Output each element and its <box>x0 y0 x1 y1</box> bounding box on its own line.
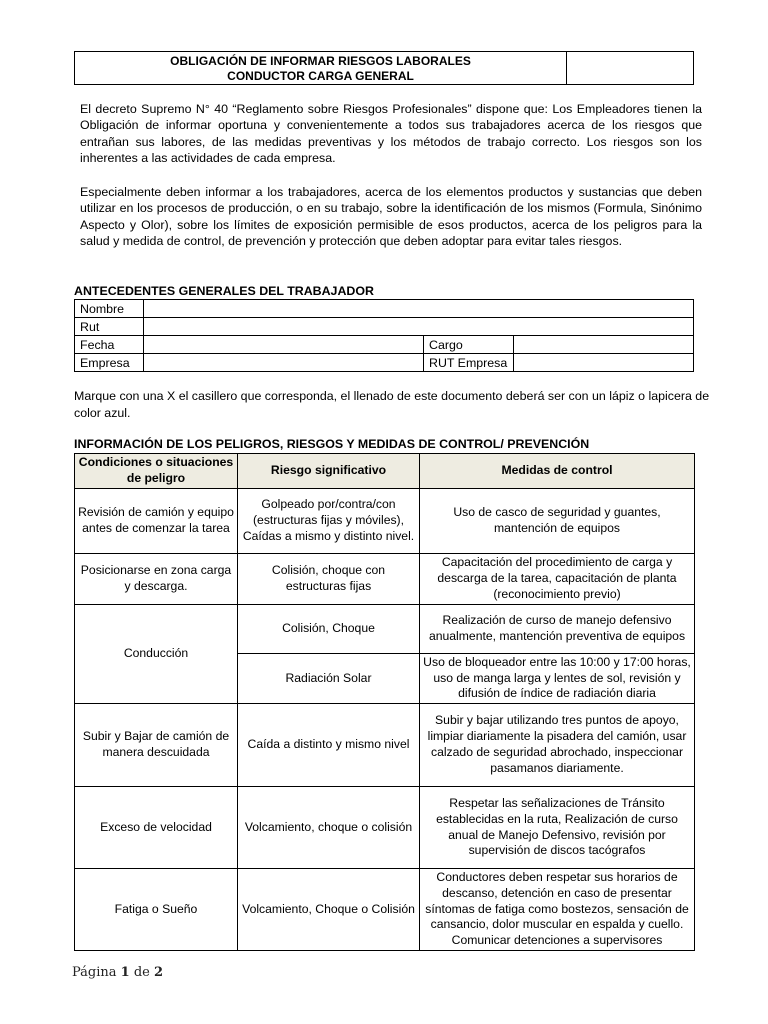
worker-info-table <box>74 299 694 372</box>
empresa-field[interactable] <box>144 354 424 372</box>
table-row <box>75 354 694 372</box>
rut-field[interactable] <box>144 318 694 336</box>
worker-section-heading: ANTECEDENTES GENERALES DEL TRABAJADOR <box>74 284 374 298</box>
risk-cell: Colisión, Choque <box>238 605 420 654</box>
rut-empresa-field[interactable] <box>514 354 694 372</box>
page-label: Página <box>72 965 117 980</box>
control-cell: Subir y bajar utilizando tres puntos de apoyo, limpiar diariamente la pisadera del camión, usar calzado de seguridad abrochado, inspeccionar pasamanos diariamente. <box>420 704 695 787</box>
total-pages-number: 2 <box>154 965 164 980</box>
table-row <box>75 336 694 354</box>
control-cell: Uso de casco de seguridad y guantes, mantención de equipos <box>420 489 695 554</box>
column-header-condition: Condiciones o situaciones de peligro <box>75 454 238 489</box>
current-page-number: 1 <box>120 965 130 980</box>
control-cell: Capacitación del procedimiento de carga y descarga de la tarea, capacitación de planta (reconocimiento previo) <box>420 554 695 605</box>
document-header <box>74 51 694 85</box>
risk-cell: Golpeado por/contra/con (estructuras fijas y móviles), Caídas a mismo y distinto nivel. <box>238 489 420 554</box>
hazards-table <box>74 453 695 951</box>
table-header-row <box>75 454 695 489</box>
document-title <box>75 52 567 84</box>
header-blank-cell <box>567 52 693 84</box>
condition-cell: Subir y Bajar de camión de manera descuidada <box>75 704 238 787</box>
column-header-control: Medidas de control <box>420 454 695 489</box>
table-row <box>75 318 694 336</box>
risk-cell: Radiación Solar <box>238 654 420 704</box>
table-row <box>75 704 695 787</box>
empresa-label: Empresa <box>75 354 144 372</box>
page-footer <box>72 965 163 980</box>
table-row <box>75 554 695 605</box>
table-row <box>75 787 695 869</box>
instruction-text: Marque con una X el casillero que corresponda, el llenado de este documento deberá ser con un lápiz o lapicera de color azul. <box>74 389 710 420</box>
cargo-label: Cargo <box>424 336 514 354</box>
condition-cell: Exceso de velocidad <box>75 787 238 869</box>
table-row <box>75 869 695 951</box>
condition-cell: Fatiga o Sueño <box>75 869 238 951</box>
risk-cell: Colisión, choque con estructuras fijas <box>238 554 420 605</box>
condition-cell: Posicionarse en zona carga y descarga. <box>75 554 238 605</box>
control-cell: Conductores deben respetar sus horarios de descanso, detención en caso de presentar síntomas de fatiga como bostezos, sensación de cansancio, dolor muscular en espalda y cuello. Comunicar detenciones a supervisores <box>420 869 695 951</box>
column-header-risk: Riesgo significativo <box>238 454 420 489</box>
fecha-label: Fecha <box>75 336 144 354</box>
intro-paragraph-1: El decreto Supremo N° 40 “Reglamento sobre Riesgos Profesionales” dispone que: Los Empleadores tienen la Obligación de informar oportuna y convenientemente a todos sus trabajadores acerca de los riesgos que entrañan sus labores, de las medidas preventivas y los métodos de trabajo correcto. Los riesgos son los inherentes a las actividades de cada empresa. <box>80 102 702 165</box>
title-line-1: OBLIGACIÓN DE INFORMAR RIESGOS LABORALES <box>170 54 471 68</box>
condition-cell: Revisión de camión y equipo antes de comenzar la tarea <box>75 489 238 554</box>
nombre-field[interactable] <box>144 300 694 318</box>
table-row <box>75 489 695 554</box>
nombre-label: Nombre <box>75 300 144 318</box>
control-cell: Respetar las señalizaciones de Tránsito establecidas en la ruta, Realización de curso anual de Manejo Defensivo, revisión por supervisión de discos tacógrafos <box>420 787 695 869</box>
table-row <box>75 605 695 654</box>
risk-cell: Volcamiento, choque o colisión <box>238 787 420 869</box>
risk-cell: Volcamiento, Choque o Colisión <box>238 869 420 951</box>
table-row <box>75 300 694 318</box>
control-cell: Realización de curso de manejo defensivo anualmente, mantención preventiva de equipos <box>420 605 695 654</box>
hazards-section-heading: INFORMACIÓN DE LOS PELIGROS, RIESGOS Y MEDIDAS DE CONTROL/ PREVENCIÓN <box>74 437 590 451</box>
intro-paragraph-2: Especialmente deben informar a los trabajadores, acerca de los elementos productos y sustancias que deben utilizar en los procesos de producción, o en su trabajo, sobre la identificación de los mismos (Formula, Sinónimo Aspecto y Olor), sobre los límites de exposición permisible de esos productos, acerca de los peligros para la salud y medida de control, de prevención y protección que deben adoptar para evitar tales riesgos. <box>80 185 702 248</box>
page-of-label: de <box>133 965 150 980</box>
rut-label: Rut <box>75 318 144 336</box>
rut-empresa-label: RUT Empresa <box>424 354 514 372</box>
title-line-2: CONDUCTOR CARGA GENERAL <box>227 69 414 83</box>
risk-cell: Caída a distinto y mismo nivel <box>238 704 420 787</box>
cargo-field[interactable] <box>514 336 694 354</box>
condition-cell: Conducción <box>75 605 238 704</box>
control-cell: Uso de bloqueador entre las 10:00 y 17:00 horas, uso de manga larga y lentes de sol, revisión y difusión de índice de radiación diaria <box>420 654 695 704</box>
fecha-field[interactable] <box>144 336 424 354</box>
